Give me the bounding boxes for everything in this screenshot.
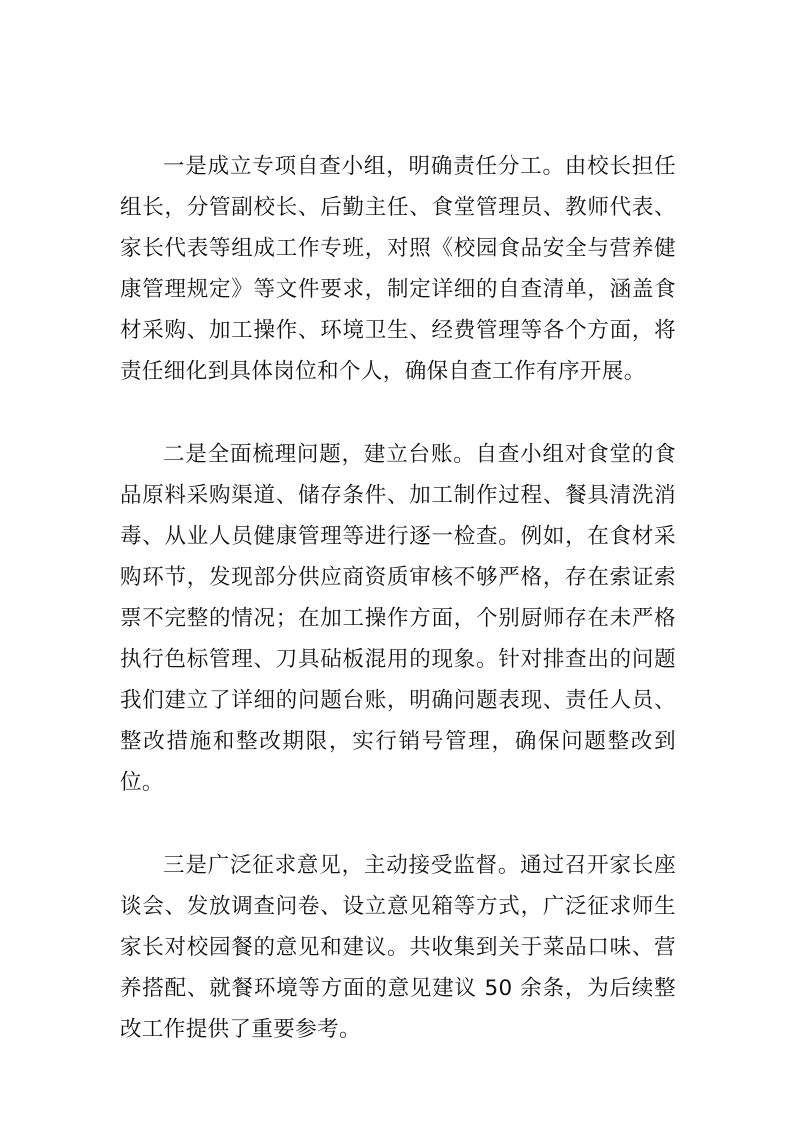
paragraph-1: 一是成立专项自查小组，明确责任分工。由校长担任组长，分管副校长、后勤主任、食堂管理员、教师代表、家长代表等组成工作专班，对照《校园食品安全与营养健康管理规定》等文件要求，制定详细的自查清单，涵盖食材采购、加工操作、环境卫生、经费管理等各个方面，将责任细化到具体岗位和个人，确保自查工作有序开展。 [120, 154, 676, 384]
document-body [120, 146, 676, 1092]
paragraph-2: 二是全面梳理问题，建立台账。自查小组对食堂的食品原料采购渠道、储存条件、加工制作过程、餐具清洗消毒、从业人员健康管理等进行逐一检查。例如，在食材采购环节，发现部分供应商资质审核不够严格，存在索证索票不完整的情况；在加工操作方面，个别厨师存在未严格执行色标管理、刀具砧板混用的现象。针对排查出的问题我们建立了详细的问题台账，明确问题表现、责任人员、整改措施和整改期限，实行销号管理，确保问题整改到位。 [120, 442, 676, 795]
paragraph-3: 三是广泛征求意见，主动接受监督。通过召开家长座谈会、发放调查问卷、设立意见箱等方式，广泛征求师生家长对校园餐的意见和建议。共收集到关于菜品口味、营养搭配、就餐环境等方面的意见建议 50 余条，为后续整改工作提供了重要参考。 [120, 853, 676, 1042]
